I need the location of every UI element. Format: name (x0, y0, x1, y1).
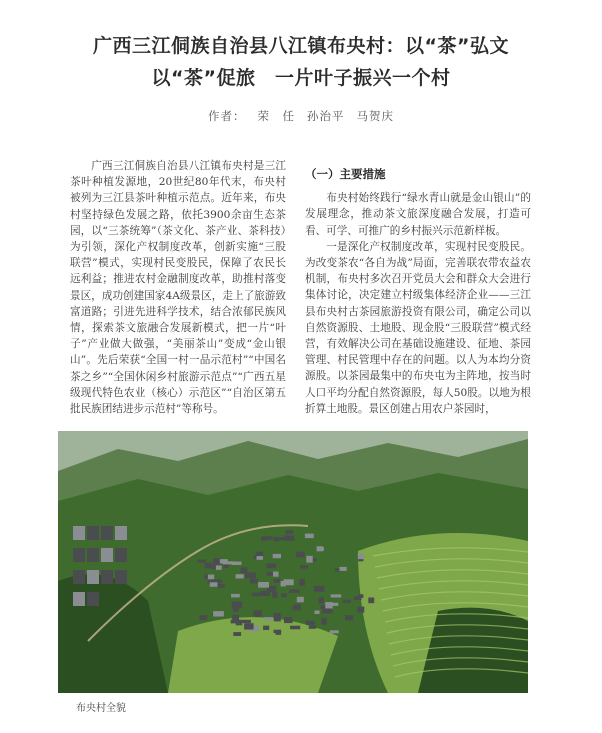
author-label: 作者： (208, 109, 246, 123)
author-name: 马贺庆 (356, 109, 394, 123)
intro-paragraph: 广西三江侗族自治县八江镇布央村是三江茶叶种植发源地，20世纪80年代末，布央村被列为三江县茶叶种植示范点。近年来，布央村坚持绿色发展之路，依托3900余亩生态茶园，以“三茶统筹”（茶文化、茶产业、茶科技）为引领，深化产权制度改革，创新实施“三股联营”模式，实现村民变股民，保障了农民长远利益；推进农村金融制度改革，助推村落变景区，成功创建国家4A级景区，走上了旅游致富道路；引进先进科学技术，结合浓郁民族风情，探索茶文旅融合发展新模式，把一片“叶子”产业做大做强，“美丽茶山”变成“金山银山”。先后荣获“全国一村一品示范村”“中国名茶之乡”“全国休闲乡村旅游示范点”“广西五星级现代特色农业（核心）示范区”“自治区第五批民族团结进步示范村”等称号。 (70, 160, 286, 416)
left-text-column (70, 158, 286, 417)
title-line-2: 以“茶”促旅 一片叶子振兴一个村 (151, 67, 451, 89)
title-line-1: 广西三江侗族自治县八江镇布央村：以“茶”弘文 (93, 35, 509, 57)
article-title (0, 30, 602, 94)
body-paragraph-1: 布央村始终践行“绿水青山就是金山银山”的发展理念，推动茶文旅深度融合发展，打造可看、可学、可推广的乡村振兴示范新样板。 (305, 192, 531, 237)
section-heading: （一）主要措施 (305, 167, 386, 181)
author-byline (0, 108, 602, 124)
author-name: 孙治平 (307, 109, 345, 123)
photo-caption: 布央村全貌 (76, 703, 126, 714)
village-aerial-illustration (58, 431, 528, 693)
village-aerial-photo (58, 431, 528, 693)
author-name: 荣 任 (257, 109, 295, 123)
body-paragraph-2: 一是深化产权制度改革，实现村民变股民。为改变茶农“各自为战”局面，完善联农带农益农机制，布央村多次召开党员大会和群众大会进行集体讨论，决定建立村级集体经济企业——三江县布央村古茶园旅游投资有限公司，确定公司以自然资源股、土地股、现金股“三股联营”模式经营，有效解决公司在基础设施建设、征地、茶园管理、村民管理中存在的问题。以人为本均分资源股。以茶园最集中的布央屯为主阵地，按当时人口平均分配自然资源股，每人50股。以地为根折算土地股。景区创建占用农户茶园时， (305, 240, 531, 415)
right-text-column (305, 166, 531, 417)
